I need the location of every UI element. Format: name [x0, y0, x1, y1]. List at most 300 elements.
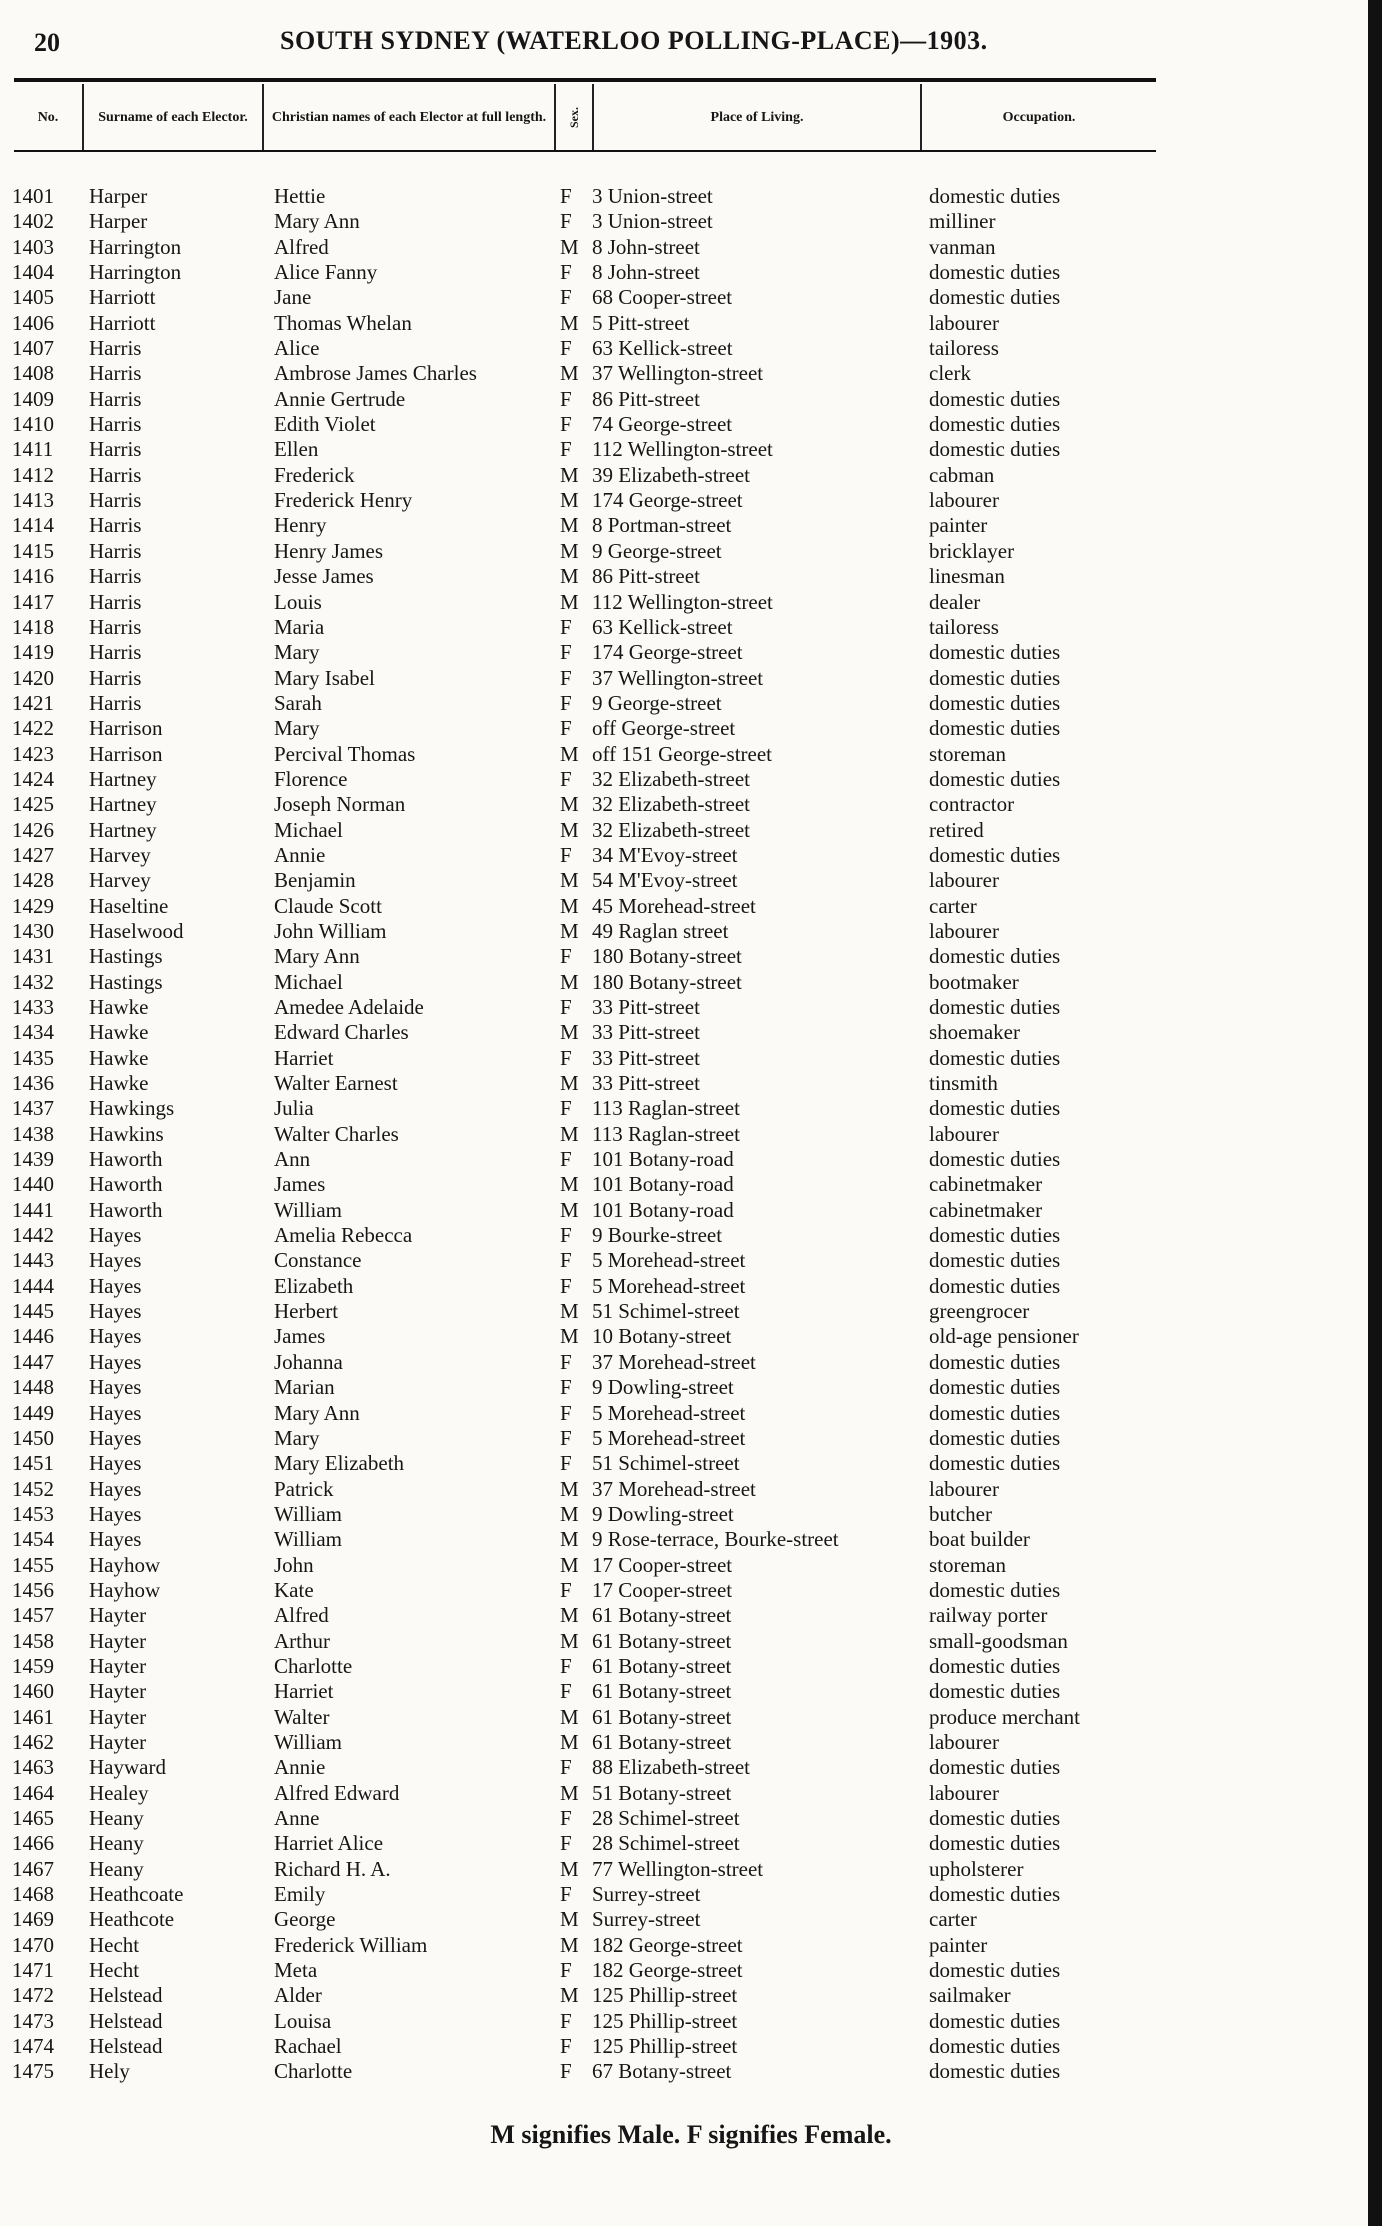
elector-occupation: domestic duties	[929, 1425, 1061, 1450]
elector-sex: F	[560, 2059, 572, 2084]
elector-christian-names: Frederick William	[274, 1932, 428, 1957]
elector-occupation: small-goodsman	[929, 1628, 1068, 1653]
elector-surname: Hayes	[89, 1299, 142, 1324]
elector-surname: Harris	[89, 488, 142, 513]
elector-occupation: domestic duties	[929, 1223, 1061, 1248]
elector-sex: F	[560, 1958, 572, 1983]
table-row	[0, 311, 1160, 336]
elector-occupation: domestic duties	[929, 1273, 1061, 1298]
elector-sex: M	[560, 310, 579, 335]
elector-list	[0, 184, 1160, 2085]
elector-occupation: sailmaker	[929, 1983, 1011, 2008]
elector-surname: Harris	[89, 462, 142, 487]
elector-occupation: labourer	[929, 1121, 999, 1146]
elector-place-of-living: 28 Schimel-street	[592, 1806, 740, 1830]
header-place-of-living	[594, 84, 922, 150]
elector-sex: F	[560, 2034, 572, 2059]
table-row	[0, 564, 1160, 589]
elector-place-of-living: 68 Cooper-street	[592, 285, 733, 310]
elector-christian-names: William	[274, 1527, 342, 1552]
elector-surname: Harrison	[89, 741, 163, 766]
elector-number: 1422	[12, 716, 54, 741]
elector-sex: M	[560, 1983, 579, 2008]
table-row	[0, 1198, 1160, 1223]
table-row	[0, 944, 1160, 969]
elector-occupation: railway porter	[929, 1603, 1048, 1628]
elector-occupation: domestic duties	[929, 386, 1061, 411]
elector-surname: Harris	[89, 614, 142, 639]
elector-surname: Helstead	[89, 2008, 163, 2033]
elector-occupation: domestic duties	[929, 842, 1061, 867]
table-row	[0, 1527, 1160, 1552]
elector-sex: F	[560, 437, 572, 462]
elector-place-of-living: 125 Phillip-street	[592, 1983, 738, 2008]
elector-place-of-living: 101 Botany-road	[592, 1147, 734, 1172]
elector-number: 1439	[12, 1147, 54, 1172]
elector-christian-names: Annie	[274, 1755, 326, 1780]
elector-surname: Hastings	[89, 969, 163, 994]
elector-christian-names: Mary Ann	[274, 1400, 360, 1425]
elector-christian-names: Ann	[274, 1147, 311, 1172]
elector-christian-names: Maria	[274, 614, 325, 639]
elector-christian-names: Arthur	[274, 1628, 330, 1653]
elector-christian-names: James	[274, 1324, 326, 1349]
elector-occupation: domestic duties	[929, 766, 1061, 791]
elector-place-of-living: Surrey-street	[592, 1907, 701, 1932]
elector-surname: Harris	[89, 336, 142, 361]
elector-sex: M	[560, 969, 579, 994]
elector-christian-names: Alder	[274, 1983, 322, 2008]
table-row	[0, 1046, 1160, 1071]
elector-number: 1459	[12, 1653, 54, 1678]
elector-number: 1454	[12, 1527, 54, 1552]
table-row	[0, 894, 1160, 919]
table-row	[0, 1882, 1160, 1907]
elector-occupation: painter	[929, 1932, 988, 1957]
elector-place-of-living: 125 Phillip-street	[592, 2008, 738, 2033]
elector-occupation: domestic duties	[929, 944, 1061, 969]
elector-place-of-living: Surrey-street	[592, 1882, 701, 1907]
table-row	[0, 1679, 1160, 1704]
table-row	[0, 615, 1160, 640]
elector-sex: F	[560, 842, 572, 867]
elector-surname: Harris	[89, 361, 142, 386]
elector-christian-names: Annie Gertrude	[274, 386, 406, 411]
table-row	[0, 1096, 1160, 1121]
elector-christian-names: Jesse James	[274, 564, 374, 589]
elector-number: 1461	[12, 1704, 54, 1729]
elector-place-of-living: 74 George-street	[592, 412, 733, 437]
table-row	[0, 539, 1160, 564]
elector-sex: M	[560, 1527, 579, 1552]
elector-christian-names: Kate	[274, 1577, 314, 1602]
elector-number: 1453	[12, 1501, 54, 1526]
table-row	[0, 1806, 1160, 1831]
elector-christian-names: Walter Earnest	[274, 1071, 398, 1096]
elector-place-of-living: 17 Cooper-street	[592, 1577, 733, 1602]
elector-number: 1409	[12, 386, 54, 411]
table-row	[0, 1958, 1160, 1983]
table-row	[0, 1401, 1160, 1426]
elector-christian-names: Annie	[274, 842, 326, 867]
elector-occupation: domestic duties	[929, 716, 1061, 741]
elector-christian-names: Frederick Henry	[274, 488, 413, 513]
table-row	[0, 361, 1160, 386]
elector-christian-names: Alice Fanny	[274, 260, 378, 285]
elector-place-of-living: 61 Botany-street	[592, 1679, 732, 1704]
elector-place-of-living: 180 Botany-street	[592, 944, 742, 969]
elector-sex: F	[560, 1425, 572, 1450]
elector-number: 1433	[12, 995, 54, 1019]
elector-surname: Healey	[89, 1780, 149, 1805]
elector-christian-names: Marian	[274, 1375, 335, 1400]
elector-place-of-living: 182 George-street	[592, 1932, 743, 1957]
elector-sex: M	[560, 589, 579, 614]
table-row	[0, 995, 1160, 1020]
elector-surname: Harris	[89, 386, 142, 411]
elector-surname: Hayhow	[89, 1552, 161, 1577]
elector-surname: Hastings	[89, 944, 163, 969]
table-row	[0, 1350, 1160, 1375]
elector-occupation: milliner	[929, 209, 996, 234]
table-row	[0, 1071, 1160, 1096]
elector-surname: Hayter	[89, 1704, 147, 1729]
elector-christian-names: Louisa	[274, 2008, 332, 2033]
elector-occupation: domestic duties	[929, 1755, 1061, 1780]
elector-occupation: bootmaker	[929, 969, 1019, 994]
elector-occupation: old-age pensioner	[929, 1324, 1079, 1349]
elector-occupation: labourer	[929, 1476, 999, 1501]
elector-occupation: cabinetmaker	[929, 1197, 1043, 1222]
elector-sex: F	[560, 2008, 572, 2033]
elector-sex: M	[560, 792, 579, 817]
elector-sex: F	[560, 184, 572, 208]
elector-occupation: boat builder	[929, 1527, 1030, 1552]
elector-christian-names: Charlotte	[274, 2059, 353, 2084]
elector-surname: Hayes	[89, 1324, 142, 1349]
elector-christian-names: Michael	[274, 969, 343, 994]
header-place-label: Place of Living.	[710, 109, 804, 125]
elector-christian-names: Jane	[274, 285, 312, 310]
table-row	[0, 1502, 1160, 1527]
elector-surname: Hawke	[89, 1020, 149, 1045]
table-row	[0, 970, 1160, 995]
elector-number: 1473	[12, 2008, 54, 2033]
elector-christian-names: Richard H. A.	[274, 1856, 391, 1881]
table-row	[0, 716, 1160, 741]
table-row	[0, 285, 1160, 310]
elector-number: 1452	[12, 1476, 54, 1501]
elector-surname: Hayes	[89, 1248, 142, 1273]
elector-number: 1401	[12, 184, 54, 208]
elector-christian-names: Henry	[274, 513, 327, 538]
elector-number: 1407	[12, 336, 54, 361]
elector-surname: Hartney	[89, 817, 157, 842]
elector-christian-names: Benjamin	[274, 868, 356, 893]
elector-surname: Hayter	[89, 1628, 147, 1653]
elector-occupation: cabman	[929, 462, 995, 487]
table-row	[0, 919, 1160, 944]
elector-place-of-living: 174 George-street	[592, 488, 743, 513]
elector-number: 1449	[12, 1400, 54, 1425]
table-row	[0, 463, 1160, 488]
elector-number: 1437	[12, 1096, 54, 1121]
elector-christian-names: Alice	[274, 336, 320, 361]
elector-sex: M	[560, 488, 579, 513]
elector-place-of-living: 5 Morehead-street	[592, 1273, 746, 1298]
elector-surname: Harris	[89, 690, 142, 715]
elector-sex: F	[560, 1349, 572, 1374]
elector-number: 1444	[12, 1273, 54, 1298]
elector-place-of-living: 101 Botany-road	[592, 1172, 734, 1197]
elector-sex: F	[560, 1882, 572, 1907]
elector-occupation: domestic duties	[929, 1451, 1061, 1476]
elector-surname: Hawkings	[89, 1096, 175, 1121]
elector-number: 1404	[12, 260, 54, 285]
elector-occupation: domestic duties	[929, 1349, 1061, 1374]
table-row	[0, 437, 1160, 462]
table-row	[0, 1857, 1160, 1882]
elector-sex: M	[560, 1603, 579, 1628]
elector-place-of-living: 32 Elizabeth-street	[592, 817, 751, 842]
elector-surname: Harvey	[89, 842, 151, 867]
elector-occupation: domestic duties	[929, 1577, 1061, 1602]
elector-place-of-living: 61 Botany-street	[592, 1653, 732, 1678]
elector-number: 1412	[12, 462, 54, 487]
header-occupation	[922, 84, 1156, 150]
elector-number: 1428	[12, 868, 54, 893]
elector-sex: M	[560, 361, 579, 386]
elector-occupation: bricklayer	[929, 538, 1015, 563]
elector-sex: F	[560, 285, 572, 310]
elector-sex: F	[560, 1577, 572, 1602]
elector-occupation: domestic duties	[929, 665, 1061, 690]
elector-place-of-living: 77 Wellington-street	[592, 1856, 764, 1881]
elector-occupation: domestic duties	[929, 1958, 1061, 1983]
elector-number: 1448	[12, 1375, 54, 1400]
elector-place-of-living: 112 Wellington-street	[592, 589, 773, 614]
elector-occupation: upholsterer	[929, 1856, 1024, 1881]
elector-surname: Harris	[89, 665, 142, 690]
elector-surname: Hawke	[89, 1045, 149, 1070]
elector-christian-names: Thomas Whelan	[274, 310, 412, 335]
table-row	[0, 1172, 1160, 1197]
table-row	[0, 2034, 1160, 2059]
elector-christian-names: Emily	[274, 1882, 326, 1907]
elector-place-of-living: 9 Rose-terrace, Bourke-street	[592, 1527, 839, 1552]
table-row	[0, 488, 1160, 513]
table-row	[0, 2059, 1160, 2084]
elector-number: 1468	[12, 1882, 54, 1907]
table-row	[0, 1122, 1160, 1147]
elector-occupation: domestic duties	[929, 1882, 1061, 1907]
elector-sex: M	[560, 1628, 579, 1653]
elector-place-of-living: 37 Morehead-street	[592, 1349, 756, 1374]
elector-christian-names: Rachael	[274, 2034, 342, 2059]
elector-occupation: domestic duties	[929, 2008, 1061, 2033]
elector-occupation: domestic duties	[929, 1096, 1061, 1121]
elector-place-of-living: 9 Bourke-street	[592, 1223, 723, 1248]
elector-occupation: domestic duties	[929, 260, 1061, 285]
elector-surname: Hawke	[89, 1071, 149, 1096]
elector-number: 1415	[12, 538, 54, 563]
elector-christian-names: Harriet	[274, 1679, 334, 1704]
elector-number: 1426	[12, 817, 54, 842]
elector-christian-names: Mary	[274, 716, 320, 741]
elector-number: 1469	[12, 1907, 54, 1932]
elector-place-of-living: 8 John-street	[592, 260, 700, 285]
elector-sex: F	[560, 1679, 572, 1704]
header-occupation-label: Occupation.	[1002, 109, 1076, 125]
elector-number: 1447	[12, 1349, 54, 1374]
elector-place-of-living: 5 Morehead-street	[592, 1248, 746, 1273]
elector-place-of-living: 9 Dowling-street	[592, 1375, 734, 1400]
elector-number: 1457	[12, 1603, 54, 1628]
elector-christian-names: Edward Charles	[274, 1020, 409, 1045]
elector-christian-names: Alfred	[274, 234, 329, 259]
elector-sex: F	[560, 1755, 572, 1780]
elector-surname: Harris	[89, 538, 142, 563]
elector-sex: F	[560, 336, 572, 361]
elector-sex: M	[560, 1476, 579, 1501]
elector-number: 1406	[12, 310, 54, 335]
elector-christian-names: Meta	[274, 1958, 318, 1983]
elector-number: 1421	[12, 690, 54, 715]
elector-number: 1455	[12, 1552, 54, 1577]
elector-number: 1413	[12, 488, 54, 513]
table-row	[0, 1578, 1160, 1603]
elector-surname: Heathcoate	[89, 1882, 184, 1907]
elector-number: 1456	[12, 1577, 54, 1602]
elector-place-of-living: 180 Botany-street	[592, 969, 742, 994]
elector-number: 1408	[12, 361, 54, 386]
table-row	[0, 260, 1160, 285]
table-row	[0, 792, 1160, 817]
elector-surname: Hely	[89, 2059, 130, 2084]
table-row	[0, 1274, 1160, 1299]
elector-occupation: domestic duties	[929, 1653, 1061, 1678]
elector-christian-names: William	[274, 1501, 342, 1526]
elector-place-of-living: 86 Pitt-street	[592, 386, 700, 411]
elector-surname: Hecht	[89, 1932, 140, 1957]
elector-surname: Hayward	[89, 1755, 166, 1780]
elector-surname: Hayes	[89, 1400, 142, 1425]
table-row	[0, 868, 1160, 893]
elector-christian-names: Joseph Norman	[274, 792, 406, 817]
elector-christian-names: Michael	[274, 817, 343, 842]
table-row	[0, 640, 1160, 665]
elector-number: 1470	[12, 1932, 54, 1957]
elector-surname: Hayes	[89, 1273, 142, 1298]
elector-occupation: contractor	[929, 792, 1015, 817]
elector-number: 1436	[12, 1071, 54, 1096]
table-row	[0, 336, 1160, 361]
elector-surname: Hayter	[89, 1729, 147, 1754]
elector-number: 1403	[12, 234, 54, 259]
elector-surname: Hawke	[89, 995, 149, 1019]
elector-occupation: domestic duties	[929, 1147, 1061, 1172]
elector-number: 1472	[12, 1983, 54, 2008]
elector-place-of-living: 9 Dowling-street	[592, 1501, 734, 1526]
elector-christian-names: Hettie	[274, 184, 326, 208]
elector-place-of-living: 3 Union-street	[592, 184, 713, 208]
elector-number: 1434	[12, 1020, 54, 1045]
elector-christian-names: Amelia Rebecca	[274, 1223, 413, 1248]
elector-occupation: carter	[929, 1907, 977, 1932]
elector-place-of-living: 88 Elizabeth-street	[592, 1755, 751, 1780]
elector-place-of-living: 8 John-street	[592, 234, 700, 259]
table-row	[0, 1730, 1160, 1755]
elector-sex: M	[560, 1020, 579, 1045]
table-row	[0, 767, 1160, 792]
elector-number: 1431	[12, 944, 54, 969]
elector-place-of-living: 63 Kellick-street	[592, 336, 733, 361]
elector-number: 1417	[12, 589, 54, 614]
sex-legend-footer: M signifies Male. F signifies Female.	[490, 2120, 892, 2149]
elector-sex: M	[560, 513, 579, 538]
elector-sex: F	[560, 1451, 572, 1476]
page-edge-shadow	[1368, 0, 1382, 2226]
elector-place-of-living: 51 Botany-street	[592, 1780, 732, 1805]
header-surname-label: Surname of each Elector.	[98, 109, 248, 125]
elector-sex: M	[560, 1501, 579, 1526]
elector-sex: F	[560, 716, 572, 741]
elector-sex: M	[560, 868, 579, 893]
elector-surname: Hayes	[89, 1527, 142, 1552]
elector-sex: M	[560, 817, 579, 842]
table-row	[0, 2009, 1160, 2034]
elector-sex: F	[560, 614, 572, 639]
elector-sex: F	[560, 412, 572, 437]
elector-surname: Hartney	[89, 792, 157, 817]
elector-surname: Hayter	[89, 1653, 147, 1678]
elector-place-of-living: 37 Wellington-street	[592, 361, 764, 386]
elector-christian-names: Charlotte	[274, 1653, 353, 1678]
elector-sex: F	[560, 209, 572, 234]
elector-surname: Heany	[89, 1806, 144, 1830]
elector-place-of-living: 10 Botany-street	[592, 1324, 732, 1349]
elector-christian-names: Amedee Adelaide	[274, 995, 424, 1019]
elector-surname: Harris	[89, 564, 142, 589]
table-row	[0, 1629, 1160, 1654]
table-row	[0, 209, 1160, 234]
table-row	[0, 1375, 1160, 1400]
elector-occupation: vanman	[929, 234, 996, 259]
elector-occupation: domestic duties	[929, 1045, 1061, 1070]
elector-number: 1460	[12, 1679, 54, 1704]
elector-place-of-living: 49 Raglan street	[592, 918, 729, 943]
elector-sex: F	[560, 260, 572, 285]
elector-place-of-living: 9 George-street	[592, 690, 722, 715]
elector-sex: F	[560, 1806, 572, 1830]
table-row	[0, 1781, 1160, 1806]
elector-christian-names: Frederick	[274, 462, 355, 487]
elector-sex: M	[560, 1324, 579, 1349]
table-row	[0, 1654, 1160, 1679]
table-row	[0, 1755, 1160, 1780]
elector-place-of-living: 86 Pitt-street	[592, 564, 700, 589]
elector-number: 1462	[12, 1729, 54, 1754]
elector-surname: Heany	[89, 1831, 144, 1856]
elector-christian-names: Alfred Edward	[274, 1780, 400, 1805]
elector-christian-names: Percival Thomas	[274, 741, 416, 766]
elector-surname: Harper	[89, 209, 148, 234]
elector-number: 1420	[12, 665, 54, 690]
elector-number: 1418	[12, 614, 54, 639]
elector-surname: Heathcote	[89, 1907, 175, 1932]
elector-christian-names: Edith Violet	[274, 412, 376, 437]
elector-number: 1427	[12, 842, 54, 867]
